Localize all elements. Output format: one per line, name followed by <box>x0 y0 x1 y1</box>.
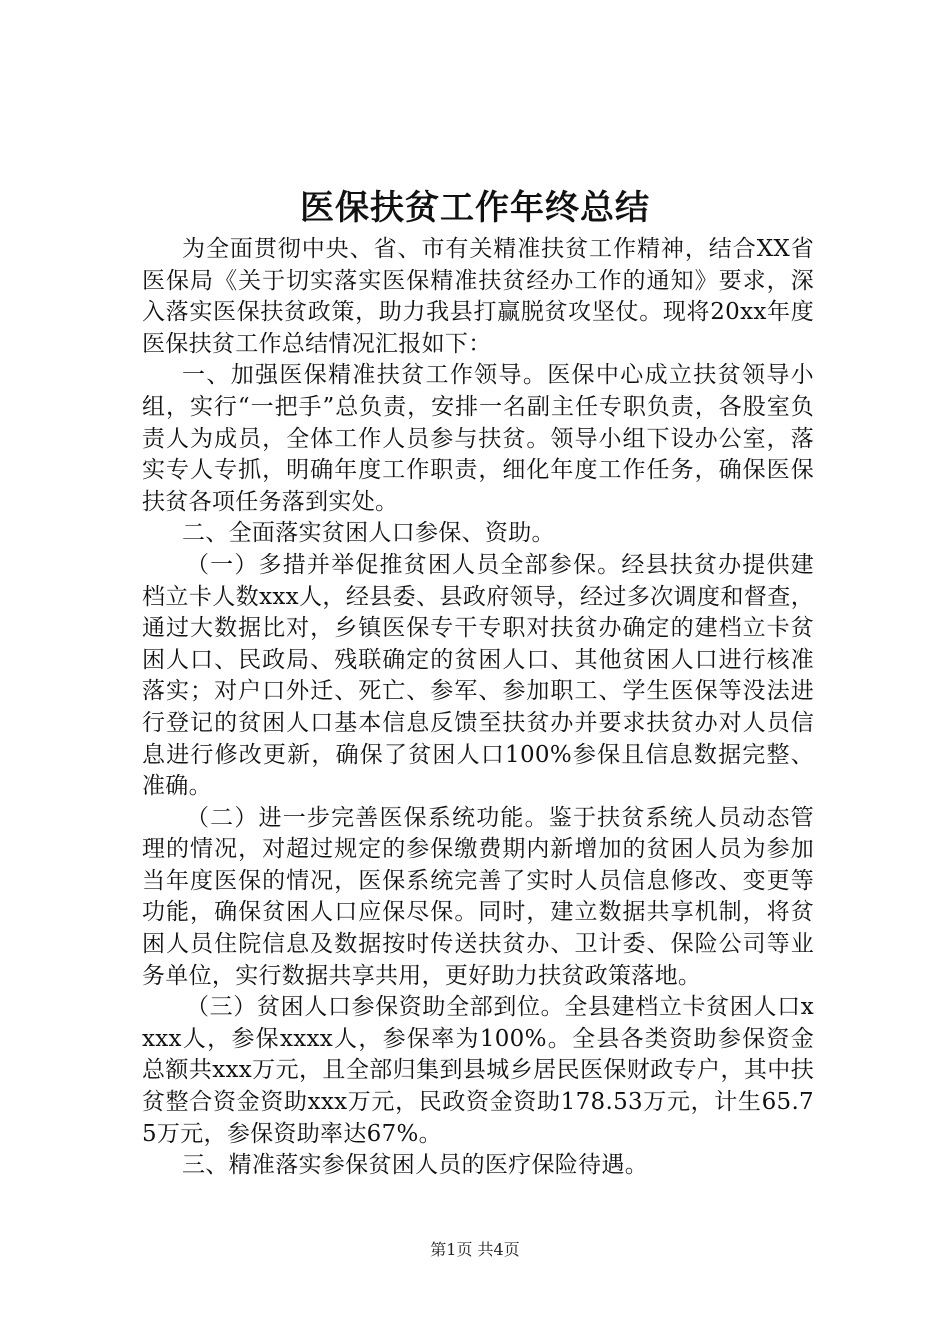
subsection-two-paragraph: （二）进一步完善医保系统功能。鉴于扶贫系统人员动态管理的情况，对超过规定的参保缴费期内新增加的贫困人员为参加当年度医保的情况，医保系统完善了实时人员信息修改、变更等功能，确保贫困人口应保尽保。同时，建立数据共享机制，将贫困人员住院信息及数据按时传送扶贫办、卫计委、保险公司等业务单位，实行数据共享共用，更好助力扶贫政策落地。 <box>142 804 814 989</box>
document-body <box>142 234 814 1182</box>
section-one-paragraph: 一、加强医保精准扶贫工作领导。医保中心成立扶贫领导小组，实行“一把手”总负责，安排一名副主任专职负责，各股室负责人为成员，全体工作人员参与扶贫。领导小组下设办公室，落实专人专抓，明确年度工作职责，细化年度工作任务，确保医保扶贫各项任务落到实处。 <box>142 362 814 515</box>
intro-paragraph: 为全面贯彻中央、省、市有关精准扶贫工作精神，结合XX省医保局《关于切实落实医保精准扶贫经办工作的通知》要求，深入落实医保扶贫政策，助力我县打赢脱贫攻坚仗。现将20xx年度医保扶贫工作总结情况汇报如下： <box>142 236 814 357</box>
page-number-footer: 第1页 共4页 <box>430 1240 520 1259</box>
document-title: 医保扶贫工作年终总结 <box>300 188 650 228</box>
section-three-heading: 三、精准落实参保贫困人员的医疗保险待遇。 <box>182 1152 648 1179</box>
subsection-three-paragraph: （三）贫困人口参保资助全部到位。全县建档立卡贫困人口xxxx人，参保xxxx人，参保率为100%。全县各类资助参保资金总额共xxx万元，且全部归集到县城乡居民医保财政专户，其中扶贫整合资金资助xxx万元，民政资金资助178.53万元，计生65.75万元，参保资助率达67%。 <box>142 994 814 1147</box>
subsection-one-paragraph: （一）多措并举促推贫困人员全部参保。经县扶贫办提供建档立卡人数xxx人，经县委、县政府领导，经过多次调度和督查，通过大数据比对，乡镇医保专干专职对扶贫办确定的建档立卡贫困人口、民政局、残联确定的贫困人口、其他贫困人口进行核准落实；对户口外迁、死亡、参军、参加职工、学生医保等没法进行登记的贫困人口基本信息反馈至扶贫办并要求扶贫办对人员信息进行修改更新，确保了贫困人口100%参保且信息数据完整、准确。 <box>142 551 814 800</box>
section-two-heading: 二、全面落实贫困人口参保、资助。 <box>182 520 555 547</box>
